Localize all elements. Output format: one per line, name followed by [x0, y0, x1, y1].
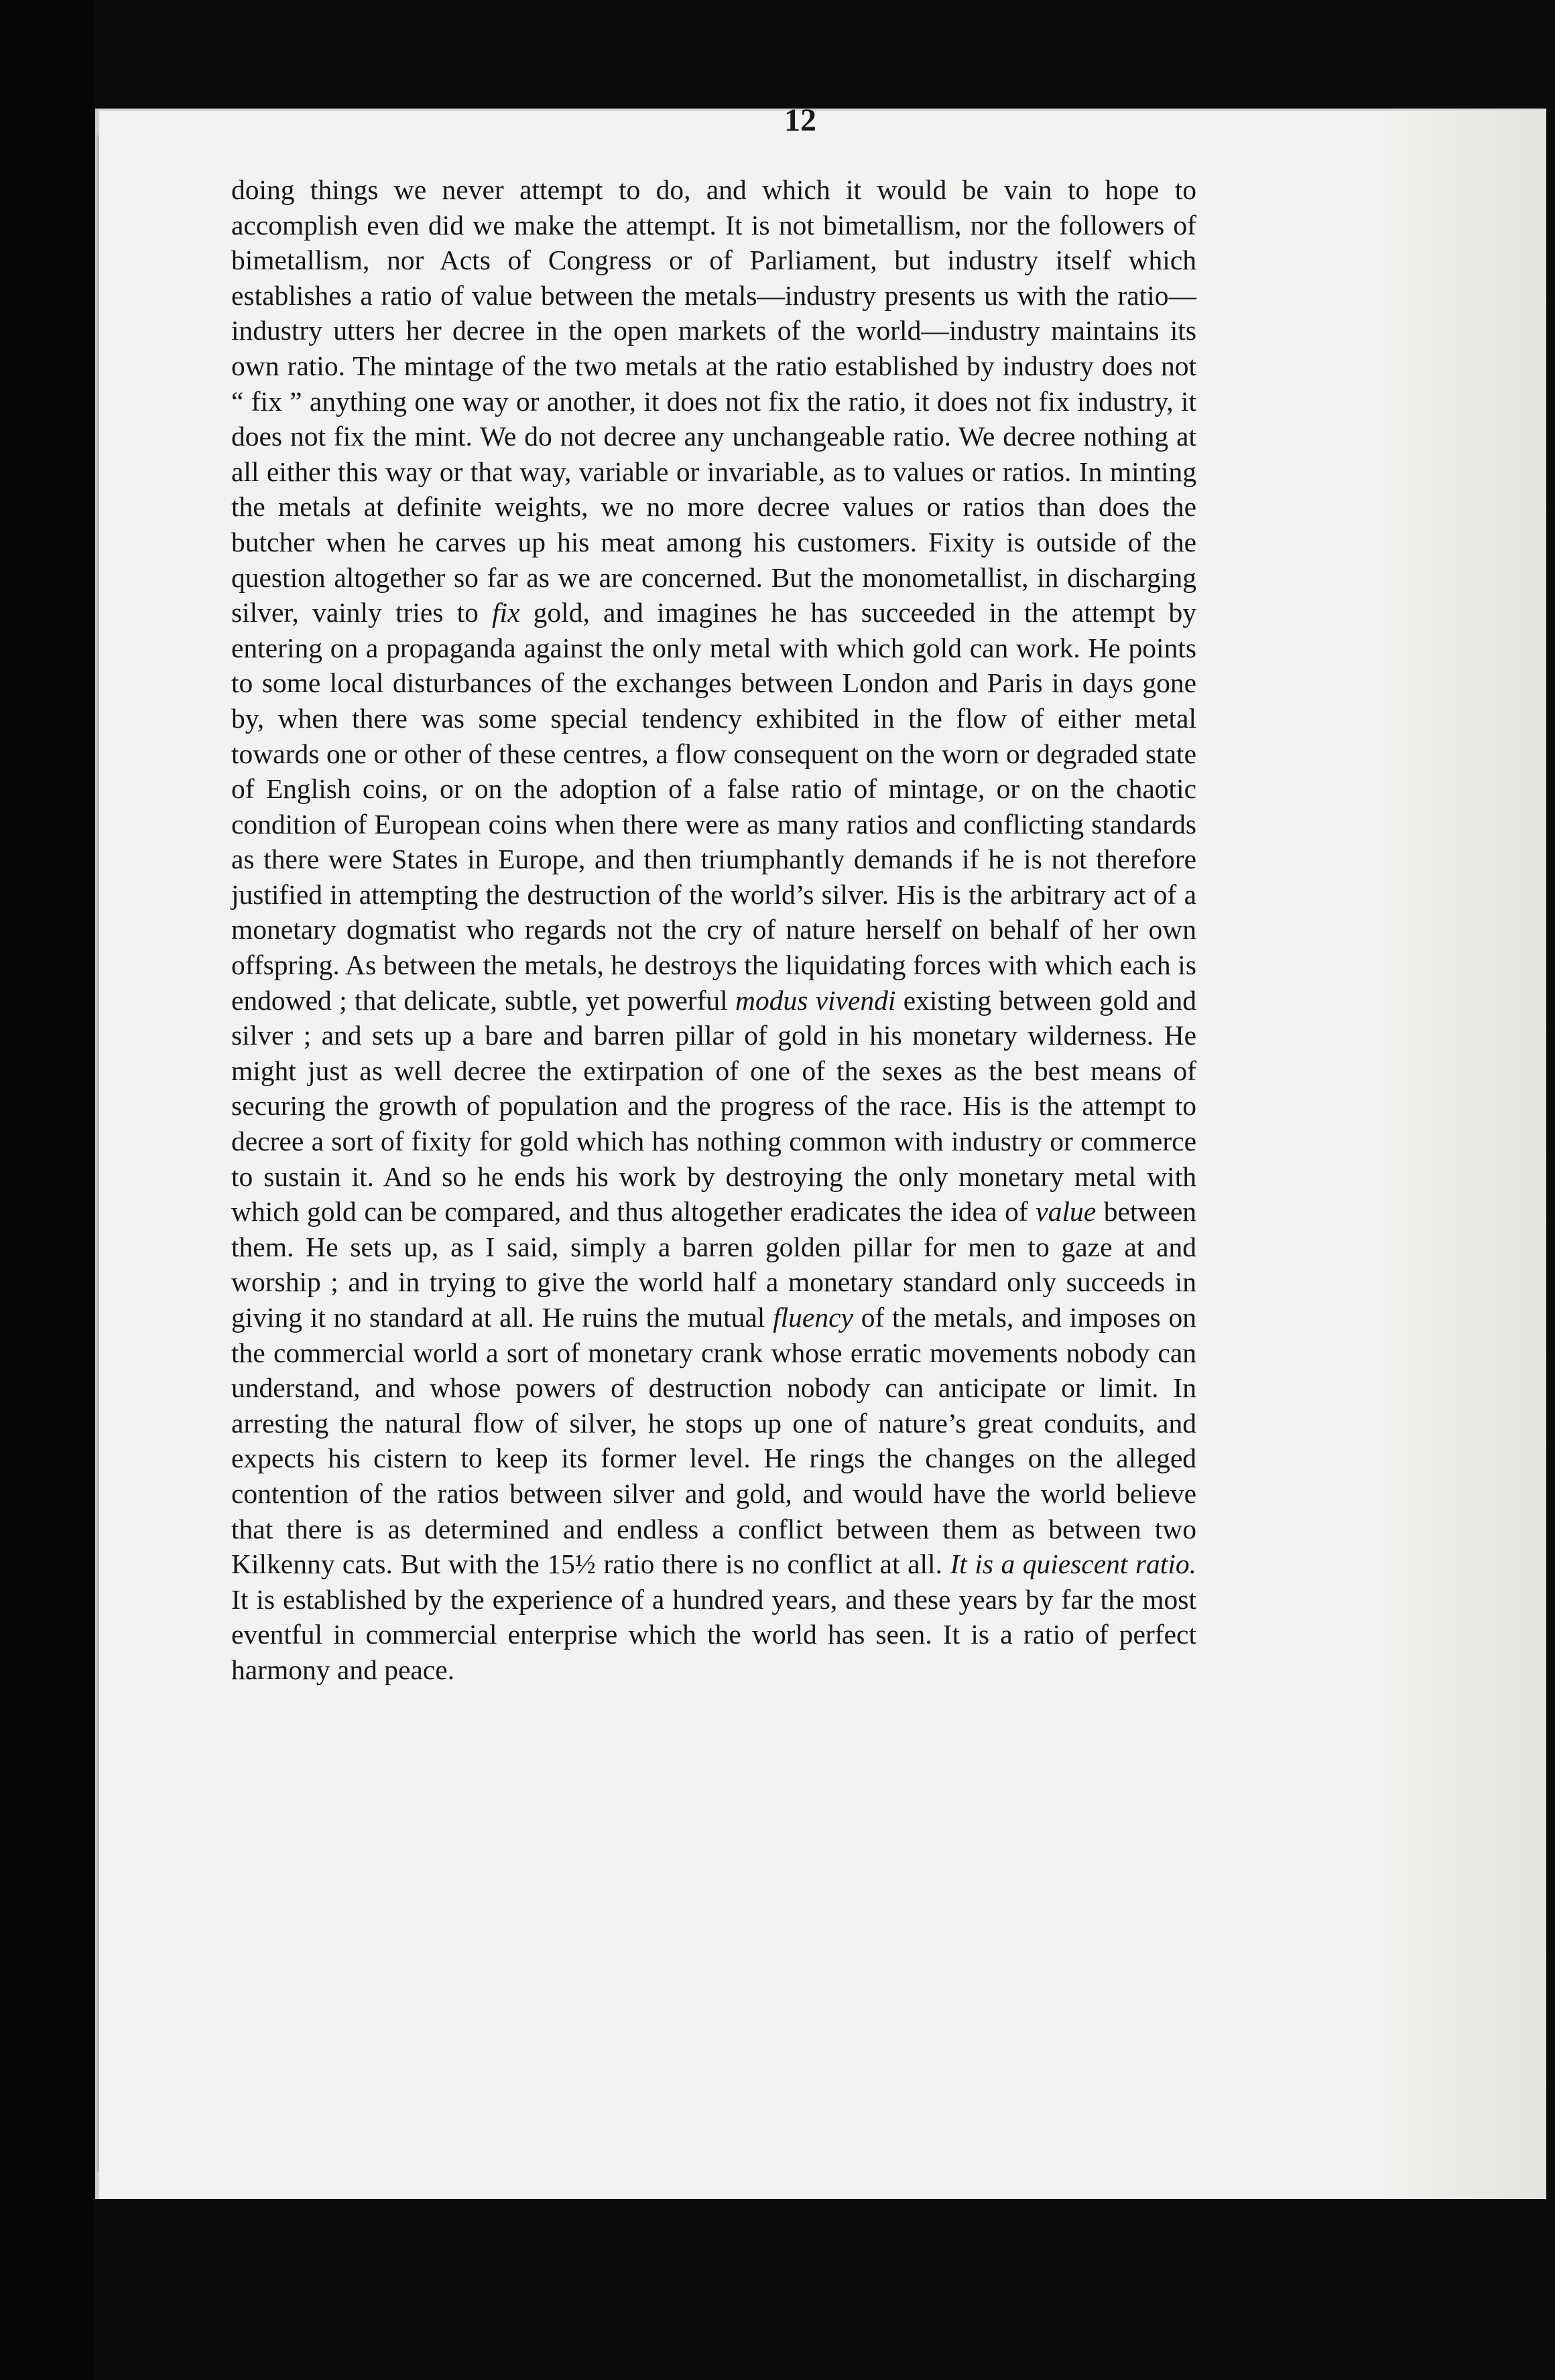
page-edge-line — [97, 135, 99, 2172]
italic-segment: value — [1036, 1196, 1097, 1228]
text-segment: gold, and imagines he has succeeded in the attempt by entering on a propaganda against the only metal with which gold can work. He points to some local disturbances of the exchanges between London and Paris in days gone by, when there was some special tendency exhibited in the flow of either metal towards one or other of these centres, a flow consequent on the worn or degraded state of English coins, or on the adoption of a false ratio of mintage, or on the chaotic condition of European coins when there were as many ratios and conflicting standards as there were States in Europe, and then triumphantly demands if he is not therefore justified in attempting the destruction of the world’s silver. His is the arbitrary act of a monetary dogmatist who regards not the cry of nature herself on behalf of her own offspring. As between the metals, he destroys the liquidating forces with which each is endowed ; that delicate, subtle, yet powerful — [231, 597, 1196, 1016]
page-gutter-shadow — [1379, 109, 1546, 2199]
body-text — [231, 172, 1196, 1688]
text-segment: of the metals, and imposes on the commercial world a sort of monetary crank whose erratic movements nobody can understand, and whose powers of destruction nobody can anticipate or limit. In arresting the natural flow of silver, he stops up one of nature’s great conduits, and expects his cistern to keep its former level. He rings the changes on the alleged contention of the ratios between silver and gold, and would have the world believe that there is as determined and endless a conflict between them as between two Kilkenny cats. But with the 15½ ratio there is no conflict at all. — [231, 1302, 1196, 1580]
italic-segment: modus vivendi — [735, 984, 896, 1016]
page-number: 12 — [784, 103, 816, 138]
text-segment: between them. He sets up, as I said, simply a barren golden pillar for men to gaze at and worship ; and in trying to give the world half a monetary standard only succeeds in giving it no standard at all. He ruins the mutual — [231, 1196, 1197, 1333]
italic-segment: It is a quiescent ratio. — [950, 1548, 1196, 1580]
scan-border-left — [0, 0, 94, 2380]
text-segment: existing between gold and silver ; and sets up a bare and barren pillar of gold in his monetary wilderness. He might just as well decree the extirpation of one of the sexes as the best means of securing the growth of population and the progress of the race. His is the attempt to decree a sort of fixity for gold which has nothing common with industry or commerce to sustain it. And so he ends his work by destroying the only monetary metal with which gold can be compared, and thus altogether eradicates the idea of — [231, 984, 1196, 1228]
italic-segment: fix — [492, 597, 520, 629]
paragraph — [231, 172, 1196, 1688]
italic-segment: fluency — [773, 1302, 853, 1333]
text-segment: It is established by the experience of a hundred years, and these years by far the most eventful in commercial enterprise which the world has seen. It is a ratio of perfect harmony and peace. — [231, 1583, 1196, 1685]
text-segment: doing things we never attempt to do, and which it would be vain to hope to accomplish even did we make the attempt. It is not bimetallism, nor the followers of bimetallism, nor Acts of Congress or of Parliament, but industry itself which establishes a ratio of value between the metals—industry presents us with the ratio—industry utters her decree in the open markets of the world—industry maintains its own ratio. The mintage of the two metals at the ratio established by industry does not “ fix ” anything one way or another, it does not fix the ratio, it does not fix industry, it does not fix the mint. We do not decree any unchangeable ratio. We decree nothing at all either this way or that way, variable or invariable, as to values or ratios. In minting the metals at definite weights, we no more decree values or ratios than does the butcher when he carves up his meat among his customers. Fixity is outside of the question altogether so far as we are concerned. But the monometallist, in discharging silver, vainly tries to — [231, 174, 1196, 629]
